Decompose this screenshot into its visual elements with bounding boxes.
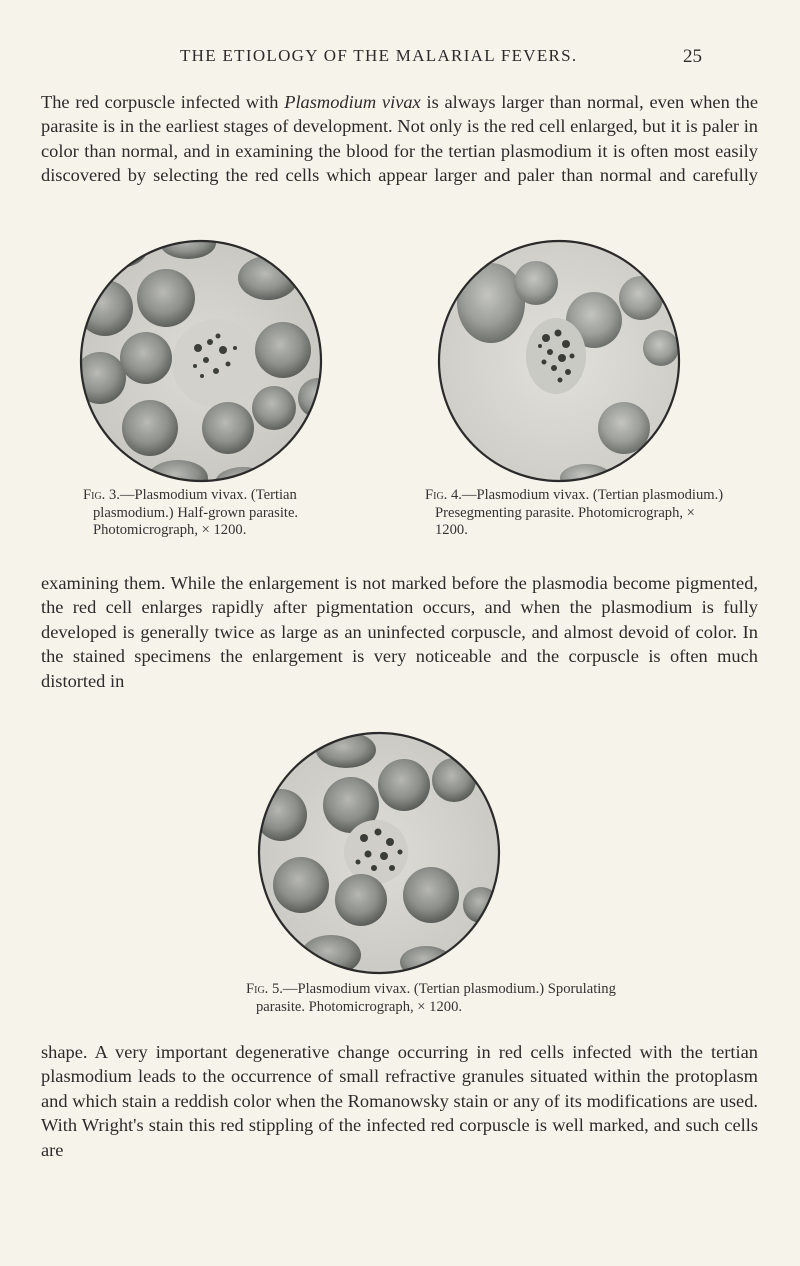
- figure-3-text: —Plasmodium vivax. (Tertian plasmodium.) Half-grown parasite. Photomicrograph, × 1200.: [93, 487, 299, 538]
- paragraph-1: [41, 90, 758, 188]
- figure-5-photomicrograph: [256, 730, 502, 976]
- page-number: 25: [683, 46, 702, 67]
- paragraph-1-start: The red corpuscle infected with: [41, 92, 285, 112]
- figure-4-label: Fig. 4.: [425, 487, 462, 503]
- figure-5-caption: [246, 981, 656, 1016]
- page-header: [0, 46, 800, 70]
- figure-4-caption: [425, 487, 725, 540]
- figure-4-photomicrograph: [436, 238, 682, 484]
- paragraph-3: shape. A very important degenerative change occurring in red cells infected with the tertian plasmodium leads to the occurrence of small refractive granules situated within the protoplasm and which stain a reddish color when the Romanowsky stain or any of its modifications are used. With Wright's stain this red stippling of the infected red corpuscle is well marked, and such cells are: [41, 1042, 758, 1160]
- figure-5-label: Fig. 5.: [246, 981, 283, 997]
- figure-3-caption: [83, 487, 363, 540]
- paragraph-1-end: is always larger than normal, even when the parasite is in the earliest stages of development. Not only is the red cell enlarged, but it is paler in color than normal, and in examining the blood for the tertian plasmodium it is often most easily discovered by selecting the red cells which appear larger and paler than normal and carefully: [41, 92, 758, 186]
- running-title: THE ETIOLOGY OF THE MALARIAL FEVERS.: [180, 46, 578, 65]
- species-name: Plasmodium vivax: [284, 92, 421, 112]
- paragraph-2: examining them. While the enlargement is not marked before the plasmodia become pigmented, the red cell enlarges rapidly after pigmentation occurs, and when the plasmodium is fully developed is generally twice as large as an uninfected corpuscle, and almost devoid of color. In the stained specimens the enlargement is very noticeable and the corpuscle is often much distorted in: [41, 573, 758, 691]
- figure-3-photomicrograph: [78, 238, 324, 484]
- figure-3-label: Fig. 3.: [83, 487, 120, 503]
- figure-4-text: —Plasmodium vivax. (Tertian plasmodium.) Presegmenting parasite. Photomicrograph, × 1200.: [435, 487, 724, 538]
- figure-5-text: —Plasmodium vivax. (Tertian plasmodium.) Sporulating parasite. Photomicrograph, × 1200.: [256, 981, 616, 1015]
